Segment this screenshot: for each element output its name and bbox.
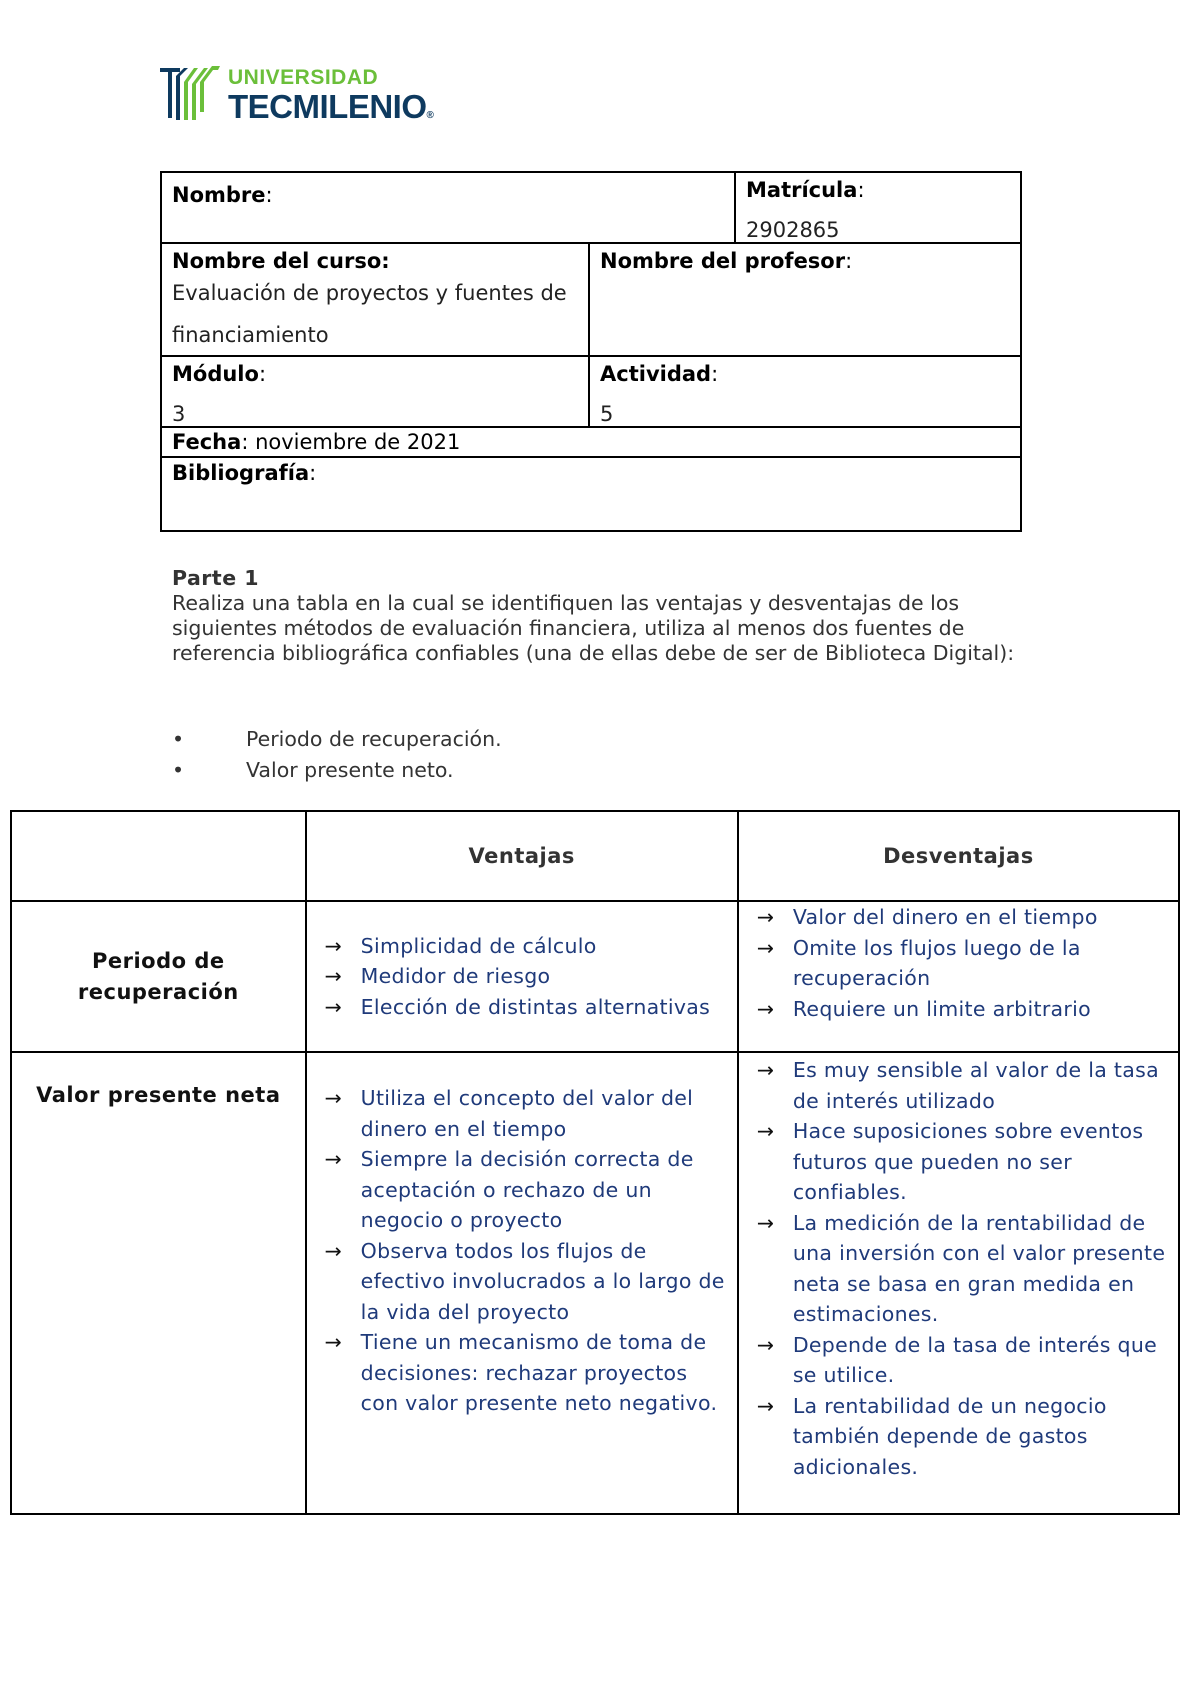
profesor-label: Nombre del profesor [600, 249, 846, 273]
nombre-colon: : [265, 183, 273, 207]
nombre-label: Nombre [172, 183, 266, 207]
item-text: Hace suposiciones sobre eventos futuros que pueden no ser confiables. [792, 1119, 1144, 1204]
arrow-icon: → [324, 964, 343, 989]
item-text: Elección de distintas alternativas [360, 994, 711, 1019]
bibliografia-cell [162, 458, 1020, 530]
arrow-icon: → [324, 1238, 343, 1263]
header-ventajas: Ventajas [306, 811, 738, 901]
list-item [315, 961, 729, 992]
info-row-date [162, 428, 1020, 458]
fecha-value: : noviembre de 2021 [241, 430, 461, 454]
university-logo [158, 62, 458, 132]
arrow-icon: → [324, 933, 343, 958]
modulo-label: Módulo [172, 362, 259, 386]
modulo-cell [162, 357, 588, 426]
list-item [315, 1236, 729, 1328]
student-info-table [160, 171, 1022, 532]
table-header-row [11, 811, 1179, 901]
item-text: La rentabilidad de un negocio también depende de gastos adicionales. [792, 1393, 1107, 1479]
header-empty [11, 811, 306, 901]
bullet-icon: • [172, 727, 185, 751]
matricula-cell [734, 173, 1020, 242]
arrow-icon: → [324, 1147, 343, 1171]
arrow-icon: → [756, 905, 775, 929]
curso-cell [162, 244, 588, 355]
actividad-label: Actividad [600, 362, 712, 386]
list-item [747, 1208, 1170, 1330]
desventajas-list [747, 902, 1170, 1024]
list-item [747, 1116, 1170, 1208]
arrow-icon: → [756, 1210, 775, 1235]
list-item [315, 931, 729, 962]
bullet-text: Valor presente neto. [246, 758, 454, 782]
actividad-colon: : [711, 362, 719, 386]
bibliografia-colon: : [309, 461, 317, 485]
actividad-value: 5 [600, 402, 614, 426]
ventajas-cell [306, 901, 738, 1052]
bullet-text: Periodo de recuperación. [246, 727, 502, 751]
row-label-valor: Valor presente neta [11, 1052, 306, 1514]
registered-mark: ® [426, 110, 434, 121]
list-item [747, 1055, 1170, 1116]
arrow-icon: → [756, 1332, 775, 1357]
instructions [172, 566, 1032, 666]
ventajas-list [315, 931, 729, 1023]
item-text: Simplicidad de cálculo [360, 933, 597, 958]
modulo-colon: : [258, 362, 267, 386]
curso-label: Nombre del curso: [172, 249, 390, 273]
table-row [11, 901, 1179, 1052]
arrow-icon: → [756, 935, 775, 960]
arrow-icon: → [324, 1330, 343, 1354]
info-row-module [162, 357, 1020, 428]
arrow-icon: → [324, 994, 343, 1019]
item-text: Omite los flujos luego de la recuperación [792, 935, 1081, 990]
item-text: Es muy sensible al valor de la tasa de interés utilizado [792, 1058, 1159, 1113]
profesor-cell [588, 244, 1020, 355]
list-item [747, 933, 1170, 994]
row-label-periodo: Periodo de recuperación [11, 901, 306, 1052]
logo-mark-icon [158, 62, 224, 124]
list-item [315, 1327, 729, 1419]
list-item [747, 1330, 1170, 1391]
header-desventajas: Desventajas [738, 811, 1179, 901]
logo-line-tecmilenio [228, 88, 433, 126]
table-row [11, 1052, 1179, 1514]
matricula-value: 2902865 [746, 218, 840, 242]
bibliografia-label: Bibliografía [172, 461, 310, 485]
item-text: Depende de la tasa de interés que se utilice. [792, 1332, 1158, 1387]
profesor-colon: : [845, 249, 853, 273]
list-item [315, 1144, 729, 1236]
list-item [747, 902, 1170, 933]
method-bullet-list [172, 724, 502, 786]
ventajas-cell [306, 1052, 738, 1514]
item-text: La medición de la rentabilidad de una inversión con el valor presente neta se basa en gran medida en estimaciones. [792, 1210, 1166, 1326]
item-text: Requiere un limite arbitrario [792, 996, 1091, 1021]
info-row-bibliography [162, 458, 1020, 530]
modulo-value: 3 [172, 402, 186, 426]
list-item [315, 1083, 729, 1144]
logo-line-universidad: UNIVERSIDAD [228, 66, 379, 89]
fecha-label: Fecha [172, 430, 242, 454]
info-row-name [162, 173, 1020, 244]
desventajas-list [747, 1055, 1170, 1482]
item-text: Siempre la decisión correcta de aceptación o rechazo de un negocio o proyecto [360, 1147, 694, 1232]
desventajas-cell [738, 901, 1179, 1052]
arrow-icon: → [756, 996, 775, 1021]
list-item [747, 994, 1170, 1025]
info-row-course [162, 244, 1020, 357]
arrow-icon: → [756, 1119, 775, 1143]
logo-brand-text: TECMILENIO [228, 88, 427, 125]
arrow-icon: → [756, 1058, 775, 1082]
item-text: Utiliza el concepto del valor del dinero en el tiempo [360, 1086, 694, 1141]
matricula-colon: : [857, 178, 865, 202]
actividad-cell [588, 357, 1020, 426]
list-item [315, 992, 729, 1023]
item-text: Tiene un mecanismo de toma de decisiones: rechazar proyectos con valor presente neto negativo. [360, 1330, 718, 1415]
arrow-icon: → [324, 1086, 343, 1110]
curso-value: Evaluación de proyectos y fuentes de financiamiento [172, 281, 567, 347]
list-item [747, 1391, 1170, 1483]
comparison-table [10, 810, 1180, 1515]
list-item [172, 755, 502, 786]
item-text: Valor del dinero en el tiempo [792, 905, 1098, 929]
item-text: Observa todos los flujos de efectivo involucrados a lo largo de la vida del proyecto [360, 1238, 725, 1324]
desventajas-cell [738, 1052, 1179, 1514]
section-heading: Parte 1 [172, 566, 260, 590]
arrow-icon: → [756, 1393, 775, 1418]
ventajas-list [315, 1083, 729, 1419]
fecha-cell [162, 428, 1020, 456]
item-text: Medidor de riesgo [360, 964, 551, 989]
matricula-label: Matrícula [746, 178, 858, 202]
instructions-body: Realiza una tabla en la cual se identifiquen las ventajas y desventajas de los siguientes métodos de evaluación financiera, utiliza al menos dos fuentes de referencia bibliográfica confiables (una de ellas debe de ser de Biblioteca Digital): [172, 591, 1015, 665]
bullet-icon: • [172, 758, 185, 782]
nombre-cell [162, 173, 734, 242]
list-item [172, 724, 502, 755]
